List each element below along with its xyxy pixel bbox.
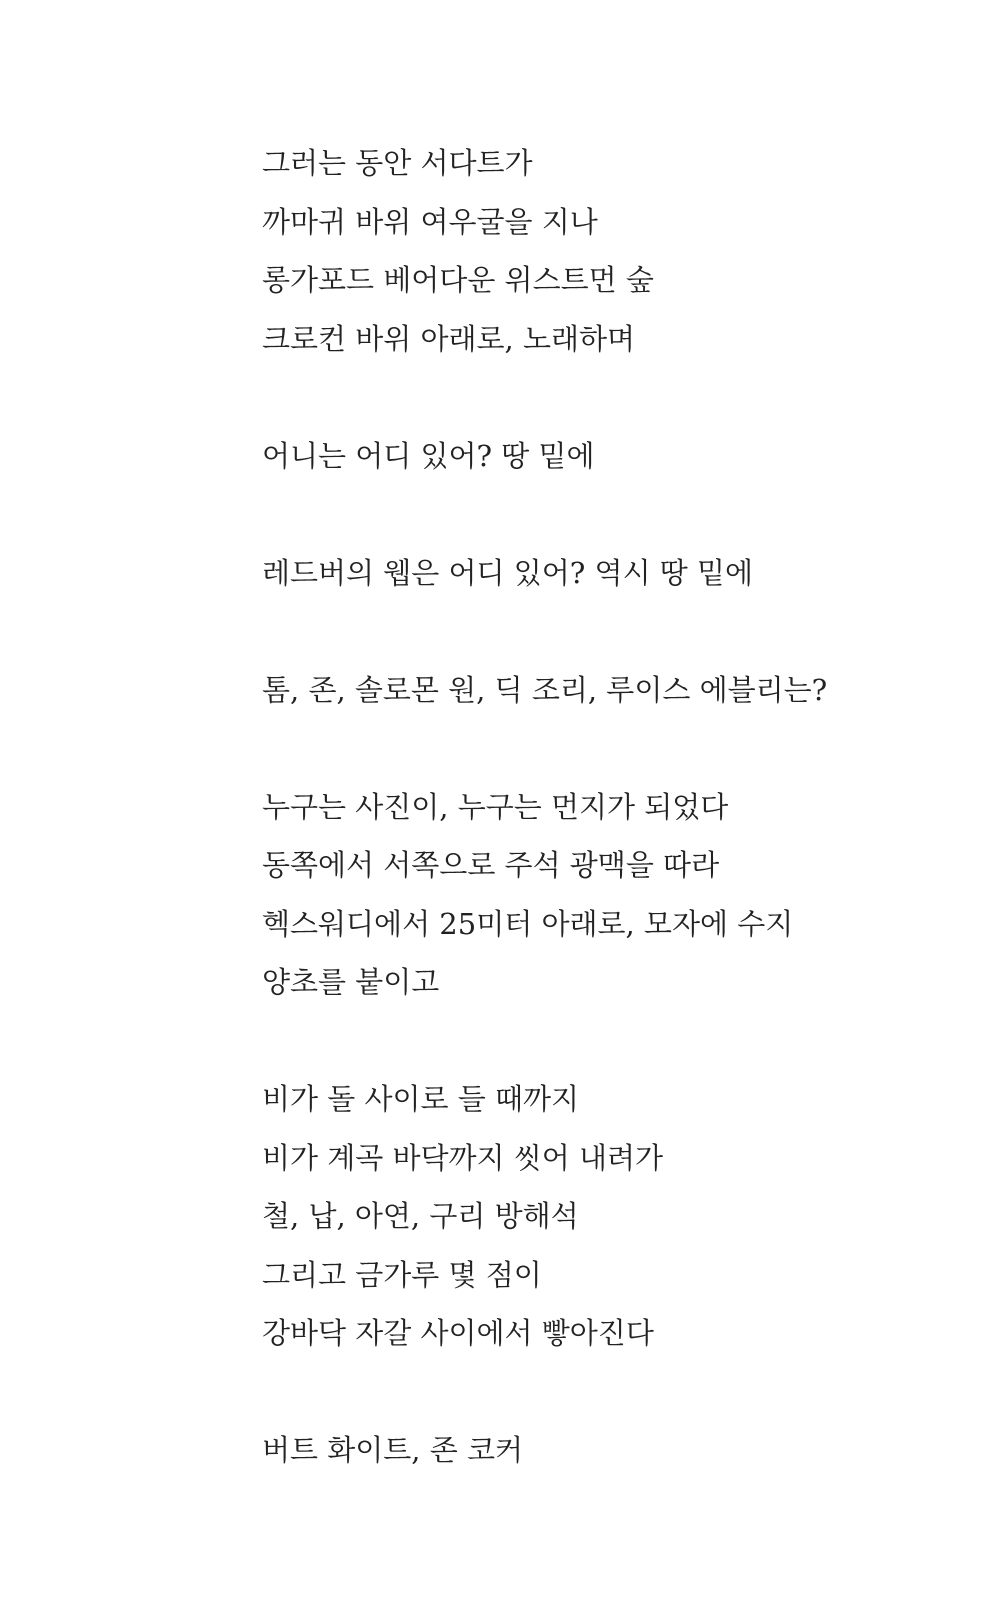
poem-line: 헥스워디에서 25미터 아래로, 모자에 수지 bbox=[262, 906, 794, 941]
poem-line: 철, 납, 아연, 구리 방해석 bbox=[262, 1199, 579, 1233]
stanza bbox=[262, 1070, 962, 1363]
stanza-break bbox=[262, 1012, 962, 1071]
stanza bbox=[262, 661, 962, 720]
stanza-break bbox=[262, 602, 962, 661]
poem-line: 레드버의 웹은 어디 있어? 역시 땅 밑에 bbox=[262, 555, 754, 590]
poem-line: 어니는 어디 있어? 땅 밑에 bbox=[262, 438, 595, 473]
poem-line: 톰, 존, 솔로몬 원, 딕 조리, 루이스 에블리는? bbox=[262, 672, 828, 707]
poem-line: 양초를 붙이고 bbox=[262, 965, 440, 999]
poem-line: 그리고 금가루 몇 점이 bbox=[262, 1257, 542, 1292]
poem-line: 비가 계곡 바닥까지 씻어 내려가 bbox=[262, 1140, 664, 1175]
poem-line: 크로컨 바위 아래로, 노래하며 bbox=[262, 321, 636, 356]
poem-line: 롱가포드 베어다운 위스트먼 숲 bbox=[262, 263, 654, 297]
stanza-break bbox=[262, 368, 962, 427]
stanza bbox=[262, 134, 962, 368]
poem-line: 그러는 동안 서다트가 bbox=[262, 146, 533, 180]
stanza bbox=[262, 778, 962, 1012]
stanza-break bbox=[262, 1363, 962, 1422]
stanza bbox=[262, 1421, 962, 1480]
stanza bbox=[262, 544, 962, 603]
poem-line: 누구는 사진이, 누구는 먼지가 되었다 bbox=[262, 789, 729, 824]
poem-text bbox=[262, 134, 962, 1480]
stanza-break bbox=[262, 485, 962, 544]
stanza bbox=[262, 427, 962, 486]
poem-credit: 버트 화이트, 존 코커 bbox=[262, 1433, 523, 1467]
poem-line: 동쪽에서 서쪽으로 주석 광맥을 따라 bbox=[262, 848, 720, 882]
poem-line: 강바닥 자갈 사이에서 빻아진다 bbox=[262, 1316, 654, 1350]
poem-line: 비가 돌 사이로 들 때까지 bbox=[262, 1082, 580, 1116]
poem-line: 까마귀 바위 여우굴을 지나 bbox=[262, 204, 598, 239]
stanza-break bbox=[262, 719, 962, 778]
